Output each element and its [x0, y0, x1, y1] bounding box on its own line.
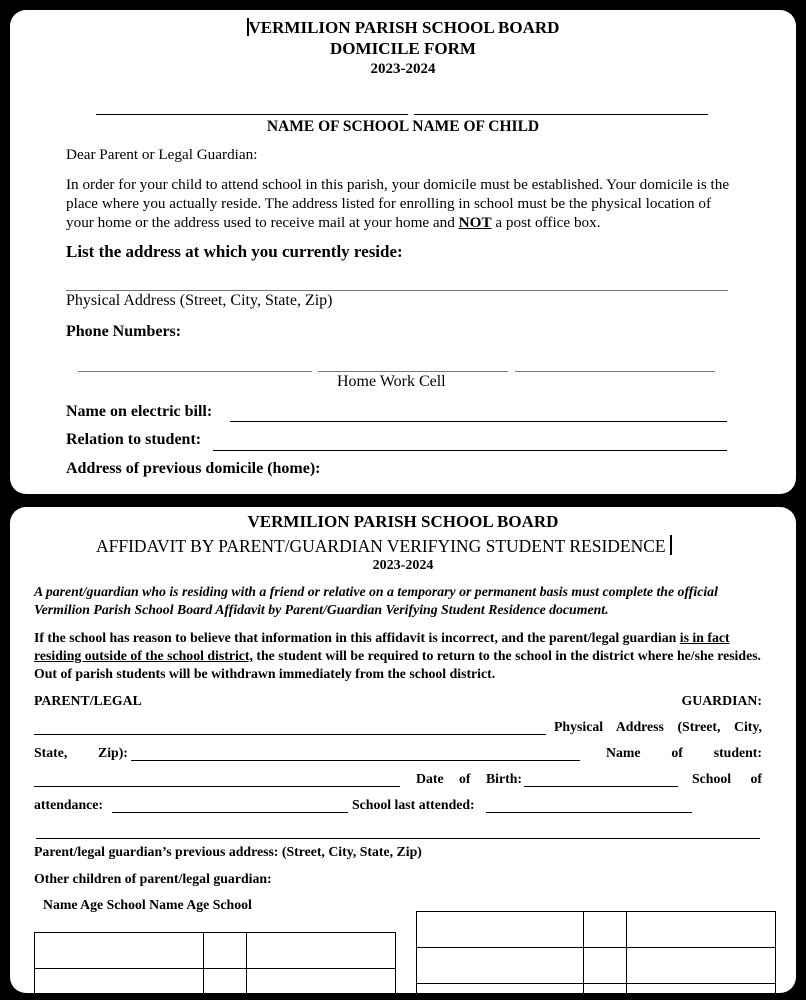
- outside-district-emphasis: is in fact residing outside of the school district,: [34, 630, 730, 663]
- previous-address-label: Parent/legal guardian’s previous address: (Street, City, State, Zip): [34, 844, 422, 859]
- child-school-cell[interactable]: [627, 912, 776, 948]
- home-phone-line[interactable]: [78, 371, 312, 372]
- physical-address-label: Physical Address (Street, City,: [554, 719, 762, 734]
- school-last-attended-line[interactable]: [486, 812, 692, 813]
- school-of-label: School of: [692, 771, 762, 786]
- table-row: [417, 948, 776, 984]
- table-row: [417, 984, 776, 994]
- affidavit-card: [10, 507, 796, 993]
- warning-paragraph: If the school has reason to believe that information in this affidavit is incorrect, and the parent/legal guardian is in fact residing outside of the school district, the student will be required to return to the school in the district where he/she resides. Out of parish students will be withdrawn immediately from the school district.: [34, 630, 762, 681]
- table-row: [35, 969, 396, 994]
- cell-phone-line[interactable]: [515, 371, 715, 372]
- date-of-birth-label: Date of Birth:: [416, 771, 522, 786]
- child-name-cell[interactable]: [417, 948, 584, 984]
- attendance-label: attendance:: [34, 797, 103, 812]
- children-table-header: Name Age School Name Age School: [43, 897, 252, 912]
- child-name-cell[interactable]: [417, 912, 584, 948]
- greeting: Dear Parent or Legal Guardian:: [66, 146, 258, 163]
- physical-address-label: Physical Address (Street, City, State, Zip): [66, 292, 333, 309]
- attendance-line[interactable]: [112, 812, 348, 813]
- domicile-org-title: VERMILION PARISH SCHOOL BOARD: [248, 18, 560, 37]
- table-row: [35, 933, 396, 969]
- table-row: [417, 912, 776, 948]
- domicile-form-year: 2023-2024: [370, 61, 436, 77]
- student-name-line[interactable]: [34, 786, 400, 787]
- domicile-form-card: [10, 10, 796, 494]
- guardian-label: GUARDIAN:: [681, 693, 762, 708]
- other-children-label: Other children of parent/legal guardian:: [34, 871, 272, 886]
- child-school-cell[interactable]: [247, 933, 396, 969]
- state-label: State,: [34, 745, 68, 760]
- child-name-cell[interactable]: [417, 984, 584, 994]
- relation-line[interactable]: [213, 450, 727, 451]
- child-school-cell[interactable]: [247, 969, 396, 994]
- parent-name-line[interactable]: [34, 734, 546, 735]
- children-table-left: [34, 932, 396, 993]
- domicile-form-title: DOMICILE FORM: [330, 39, 476, 58]
- phone-labels: Home Work Cell: [337, 373, 446, 390]
- address-line[interactable]: [131, 760, 580, 761]
- previous-address-line[interactable]: [36, 838, 760, 839]
- child-age-cell[interactable]: [584, 984, 627, 994]
- intro-paragraph: In order for your child to attend school in this parish, your domicile must be established. Your domicile is the place where you actually reside. The address listed for enrolling in school must be the physical location of your home or the address used to receive mail at your home and NOT a post office box.: [66, 176, 730, 231]
- child-name-cell[interactable]: [35, 933, 204, 969]
- child-age-cell[interactable]: [584, 912, 627, 948]
- affidavit-year: 2023-2024: [372, 558, 434, 573]
- electric-bill-label: Name on electric bill:: [66, 403, 213, 420]
- not-emphasis: NOT: [458, 214, 492, 231]
- date-of-birth-line[interactable]: [524, 786, 678, 787]
- text-cursor: [670, 535, 672, 555]
- child-school-cell[interactable]: [627, 984, 776, 994]
- school-name-line[interactable]: [96, 114, 408, 115]
- child-school-cell[interactable]: [627, 948, 776, 984]
- address-heading: List the address at which you currently reside:: [66, 242, 403, 261]
- name-of-student-label: Name of student:: [606, 745, 762, 760]
- child-name-line[interactable]: [414, 114, 708, 115]
- child-age-cell[interactable]: [204, 969, 247, 994]
- work-phone-line[interactable]: [318, 371, 508, 372]
- previous-domicile-label: Address of previous domicile (home):: [66, 460, 321, 477]
- current-address-line[interactable]: [66, 290, 728, 291]
- italic-notice: A parent/guardian who is residing with a friend or relative on a temporary or permanent basis must complete the official Vermilion Parish School Board Affidavit by Parent/Guardian Verifying Student Residence document.: [34, 584, 718, 617]
- zip-label: Zip):: [98, 745, 128, 760]
- child-name-cell[interactable]: [35, 969, 204, 994]
- child-age-cell[interactable]: [204, 933, 247, 969]
- school-child-label: NAME OF SCHOOL NAME OF CHILD: [266, 118, 540, 135]
- relation-label: Relation to student:: [66, 431, 202, 448]
- affidavit-org-title: VERMILION PARISH SCHOOL BOARD: [247, 512, 559, 531]
- children-table-right: [416, 911, 776, 993]
- electric-bill-line[interactable]: [230, 421, 727, 422]
- child-age-cell[interactable]: [584, 948, 627, 984]
- phone-heading: Phone Numbers:: [66, 323, 182, 340]
- parent-legal-label: PARENT/LEGAL: [34, 693, 142, 708]
- affidavit-form-title: AFFIDAVIT BY PARENT/GUARDIAN VERIFYING STUDENT RESIDENCE: [96, 535, 672, 557]
- school-last-attended-label: School last attended:: [352, 797, 475, 812]
